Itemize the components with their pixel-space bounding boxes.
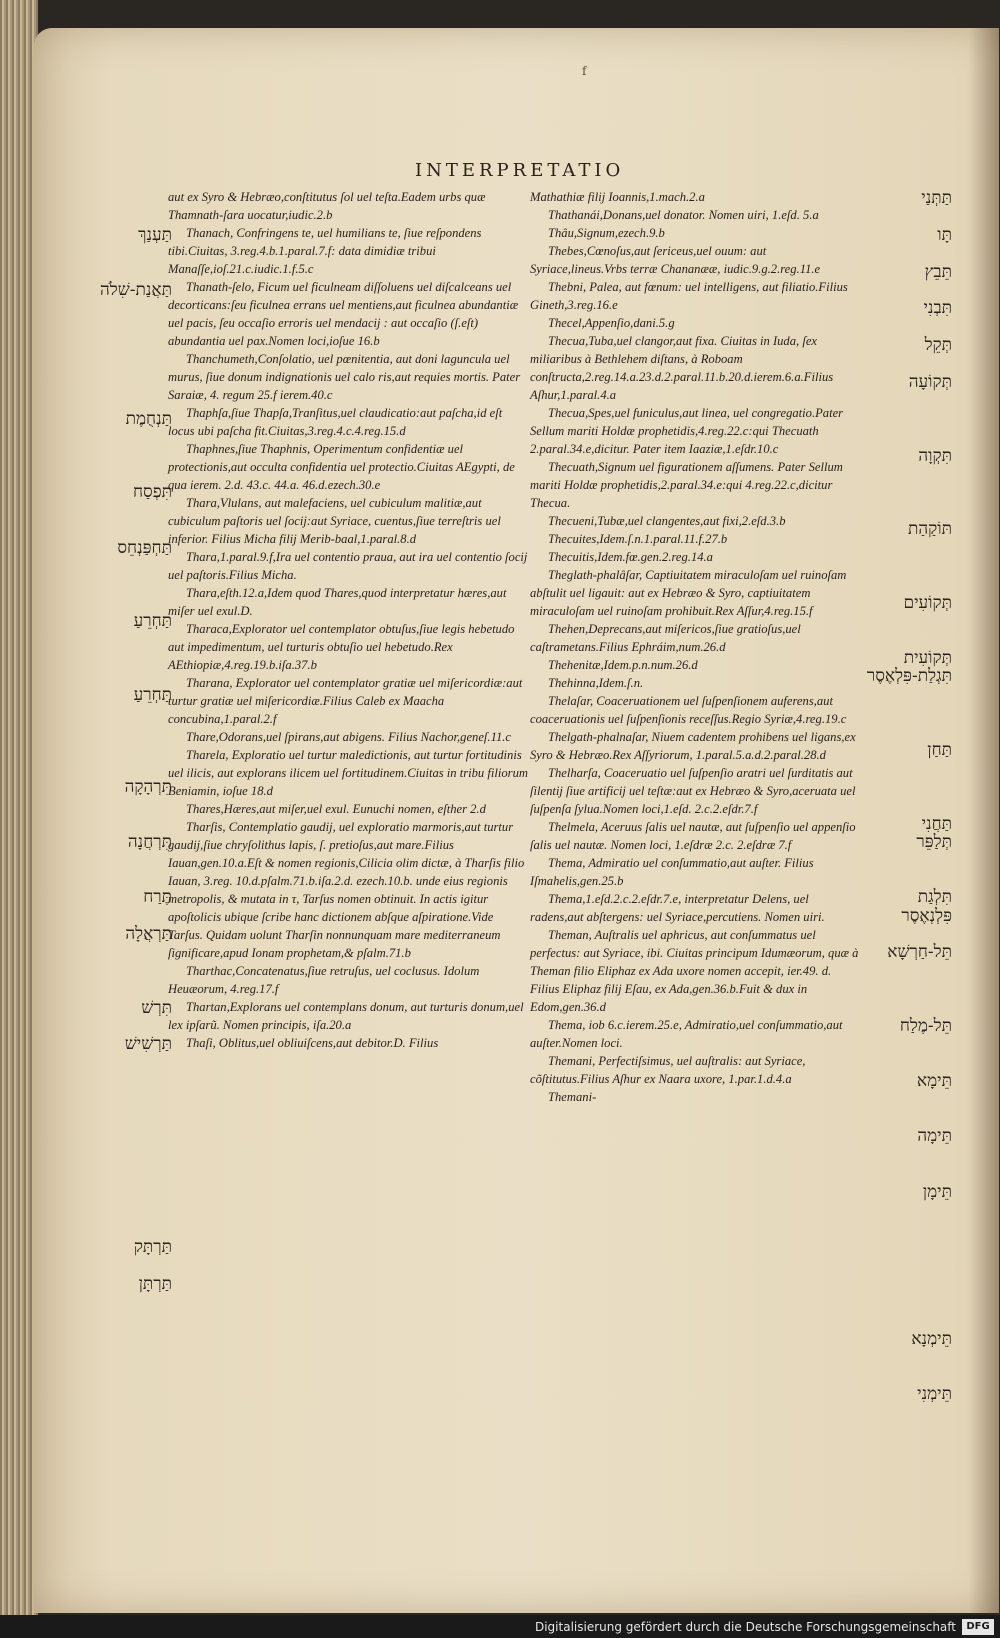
dictionary-entry: aut ex Syro & Hebræo,conſtitutus ſol uel teſta.Eadem urbs quæ Thamnath-ſara uocatur,iudic.2.b (168, 190, 486, 222)
hebrew-headword: תַּרְאֲלָה (125, 924, 172, 944)
hebrew-headword: תֵּל-מֶלַח (899, 1016, 952, 1036)
dictionary-entry: Thelharſa, Coaceruatio uel ſuſpenſio aratri uel ſurditatis aut ſilentij ſiue artificij uel teſtæ:aut ex Hebræo & Syro,aceruata uel ſuſpenſa ſylua.Nomen loci,1.eſd. 2.c.2.eſdr.7.f (530, 766, 856, 816)
dictionary-entry: Thecuitis,Idem.fœ.gen.2.reg.14.a (548, 550, 713, 564)
dictionary-entry: Theman, Auſtralis uel aphricus, aut conſummatus uel perfectus: aut Syriace, ibi. Ciuitas principum Idumæorum, quæ à Theman filio Eliphaz ex Ada uxore nomen accepit, ier.49. d. Filius Eliphaz filij Eſau, ex Ada,gen.36.b.Fuit & dux in Edom,gen.36.d (530, 928, 859, 1014)
dictionary-entry: Tharela, Exploratio uel turtur maledictionis, aut turtur fortitudinis uel ilicis, aut explorans ilicem uel fortitudinem.Ciuitas in tribu filiorum Beniamin, ioſue 18.d (168, 748, 528, 798)
dictionary-entry: Themani- (548, 1090, 597, 1104)
dictionary-entry: Mathathiæ filij Ioannis,1.mach.2.a (530, 190, 705, 204)
footer-bar (0, 1615, 1000, 1638)
hebrew-headword: תֵּימְנִי (917, 1384, 952, 1404)
hebrew-headword: תַּחְפַּנְחֵס (117, 537, 172, 558)
dictionary-entry: Thara,eſth.12.a,Idem quod Thares,quod interpretatur hæres,aut miſer uel exul.D. (168, 586, 507, 618)
dictionary-entry: Thara,1.paral.9.f,Ira uel contentio praua, aut ira uel contentio ſocij uel paſtoris.Filius Micha. (168, 550, 528, 582)
footer-text: Digitalisierung gefördert durch die Deutsche Forschungsgemeinschaft (534, 1620, 956, 1634)
dictionary-entry: Thecuites,Idem.ſ.n.1.paral.11.f.27.b (548, 532, 728, 546)
hebrew-headword: פִּלְנְאֶסֶר (901, 905, 952, 926)
dictionary-entry: Thema, Admiratio uel conſummatio,aut auſter. Filius Iſmahelis,gen.25.b (530, 856, 814, 888)
hebrew-headword: תְּלַפֵּר (916, 832, 952, 852)
hebrew-headword: תֵּבֵץ (924, 261, 952, 282)
dictionary-entry: Thecua,Spes,uel funiculus,aut linea, uel congregatio.Pater Sellum mariti Holdæ prophetidis,4.reg.22.c:qui Thecuath 2.paral.34.e,dicitur. Pater item Iaaziæ,1.eſdr.10.c (530, 406, 844, 456)
hebrew-headword: תֵּימָן (922, 1181, 952, 1202)
hebrew-headword: תְּקוֹעִים (903, 592, 952, 613)
hebrew-headword: תָּו (937, 224, 952, 245)
dictionary-entry: Thaphſa,ſiue Thapſa,Tranſitus,uel claudicatio:aut paſcha,id eſt locus ubi paſcha fit.Ciuitas,3.reg.4.c.4.reg.15.d (168, 406, 503, 438)
dictionary-entry: Thaphnes,ſiue Thaphnis, Operimentum confidentiæ uel protectionis,aut occulta confidentia uel protectio.Ciuitas AEgypti, de qua ierem. 2.d. 43.c. 44.a. 46.d.ezech.30.e (168, 442, 515, 492)
hebrew-headword: תֵּל-חַרְשָׁא (887, 942, 952, 963)
dictionary-entry: Thehinna,Idem.ſ.n. (548, 676, 644, 690)
hebrew-headword: תַּאֲנַת-שִׁלֹה (100, 280, 172, 300)
dictionary-entry: Thelmela, Aceruus ſalis uel nautæ, aut ſuſpenſio uel appenſio ſalis uel nautæ. Nomen loci, 1.eſdræ 2.c. 2.eſdræ 7.f (530, 820, 856, 852)
hebrew-headword: תִּרְחֲנָה (127, 832, 172, 852)
dictionary-entry: Thecuath,Signum uel figurationem aſſumens. Pater Sellum mariti Holdæ prophetidis,2.paral.34.e:qui 4.reg.22.c,dicitur Thecua. (530, 460, 843, 510)
dictionary-entry: Thares,Hæres,aut miſer,uel exul. Eunuchi nomen, eſther 2.d (186, 802, 486, 816)
hebrew-headword: תַּחְרֵעַ (133, 611, 172, 632)
hebrew-headword: תֵּימָא (916, 1071, 952, 1092)
dictionary-entry: Thanchumeth,Conſolatio, uel pœnitentia, aut doni laguncula uel murus, ſiue donum indignationis uel calo ris,aut requies mortis. Pater Saraiæ, 4. regum 25.f ierem.40.c (168, 352, 521, 402)
hebrew-headword: תִּרְהָקָה (124, 776, 172, 797)
hebrew-headword: תִּלְגַת (917, 887, 952, 908)
hebrew-headword: תֵּימְנָא (911, 1328, 952, 1349)
hebrew-headword: תִּבְנִי (923, 298, 952, 319)
dictionary-entry: Tharſis, Contemplatio gaudij, uel exploratio marmoris,aut turtur gaudij,ſiue chryſolithus lapis, ſ. pretioſus,aut mare.Filius Iauan,gen.10.a.Eſt & nomen regionis,Cilicia olim dictæ, à Tharſis filio Iauan, 3.reg. 10.d.pſalm.71.b.iſa.2.d. ezech.10.b. unde eius regionis metropolis, & mutata in τ, Tarſus nomen obtinuit. In actis igitur apoſtolicis ubique ſcribe hanc dictionem abſque aſpiratione.Vide Tarſus. Quidam uolunt Tharſin nonnunquam mare mediterraneum ſignificare,apud Ionam prophetam,& pſalm.71.b (168, 820, 525, 960)
dictionary-entry: Thebes,Cœnoſus,aut ſericeus,uel ouum: aut Syriace,lineus.Vrbs terræ Chananææ, iudic.9.g.2.reg.11.e (530, 244, 821, 276)
hebrew-headword: תִּרְשׁ (141, 997, 172, 1018)
hebrew-headword: תְּקֵל (924, 335, 952, 356)
running-head: INTERPRETATIO (415, 160, 625, 181)
dictionary-entry: Thâu,Signum,ezech.9.b (548, 226, 665, 240)
dictionary-entry: Thanath-ſelo, Ficum uel ficulneam diſſoluens uel diſcalceans uel decorticans:ſeu ficulnea errans uel mentiens,aut ficulnea abundantiæ uel pacis, ſeu occaſio erroris uel mendacij : aut occaſio (ſ.eſt) abundantia uel pax.Nomen loci,ioſue 16.b (168, 280, 519, 348)
dictionary-entry: Themani, Perfectiſsimus, uel auſtralis: aut Syriace, cõſtitutus.Filius Aſhur ex Naara uxore, 1.par.1.d.4.a (530, 1054, 806, 1086)
dictionary-entry: Thehen,Deprecans,aut miſericos,ſiue gratioſus,uel caſtrametans.Filius Ephráim,num.26.d (530, 622, 801, 654)
hebrew-headword: תּוֹקַהַת (908, 519, 952, 540)
left-column (168, 188, 528, 1052)
dictionary-entry: Thehenitæ,Idem.p.n.num.26.d (548, 658, 698, 672)
signature-mark: f (582, 64, 587, 78)
dictionary-entry: Thebni, Palea, aut fœnum: uel intelligens, aut filiatio.Filius Gineth,3.reg.16.e (530, 280, 848, 312)
dictionary-entry: Tharana, Explorator uel contemplator gratiæ uel miſericordiæ:aut turtur gratiæ uel miſericordiæ.Filius Caleb ex Maacha concubina,1.paral.2.f (168, 676, 523, 726)
dictionary-entry: Thema, iob 6.c.ierem.25.e, Admiratio,uel conſummatio,aut auſter.Nomen loci. (530, 1018, 843, 1050)
dictionary-entry: Thema,1.eſd.2.c.2.eſdr.7.e, interpretatur Delens, uel radens,aut abſtergens: uel Syriace,percutiens. Nomen uiri. (530, 892, 825, 924)
hebrew-headword: תִּגְלַת-פִּלְאֶסֶר (866, 666, 952, 687)
hebrew-headword: תַּרְתָּן (138, 1273, 172, 1294)
right-column (530, 188, 860, 1106)
hebrew-headword: תַּחַן (927, 740, 952, 760)
dictionary-entry: Tharaca,Explorator uel contemplator obtuſus,ſiue legis hebetudo aut impedimentum, uel turturis obtuſio uel hebetudo.Rex AEthiopiæ,4.reg.19.b.iſa.37.b (168, 622, 515, 672)
dictionary-entry: Thartan,Explorans uel contemplans donum, aut turturis donum,uel lex ipſarũ. Nomen principis, iſa.20.a (168, 1000, 524, 1032)
dictionary-entry: Thelaſar, Coaceruationem uel ſuſpenſionem auferens,aut coaceruationis uel ſuſpenſionis receſſus.Regio Syriæ,4.reg.19.c (530, 694, 847, 726)
page-edges (0, 0, 38, 1615)
hebrew-headword: תְּקוֹעִית (903, 648, 952, 668)
dictionary-entry: Thecua,Tuba,uel clangor,aut fixa. Ciuitas in Iuda, ſex miliaribus à Bethlehem diſtans, à Roboam conſtructa,2.reg.14.a.23.d.2.paral.11.b.20.d.ierem.6.a.Filius Aſhur,1.paral.4.a (530, 334, 834, 402)
hebrew-headword: תַּחֲנִי (921, 813, 952, 834)
hebrew-headword: תַּנְחֻמֶת (125, 408, 172, 429)
hebrew-headword: תִּפְסַח (132, 482, 172, 503)
hebrew-headword: תַּרְתָּק (133, 1236, 172, 1257)
dictionary-entry: Tharthac,Concatenatus,ſiue retruſus, uel coclusus. Idolum Heuæorum, 4.reg.17.f (168, 964, 480, 996)
hebrew-headword: תֵּימָה (917, 1126, 952, 1147)
hebrew-headword: תַּתְּנַי (921, 188, 952, 208)
hebrew-headword: תֶּרַח (143, 887, 172, 908)
dictionary-entry: Theglath-phalâſar, Captiuitatem miraculoſam uel ruinoſam abſtulit uel ligauit: aut ex Hebræo & Syro, captiuitatem miraculoſam uel ruinoſam prohibuit.Rex Aſſur,4.reg.15.f (530, 568, 847, 618)
dictionary-entry: Thelgath-phalnaſar, Niuem cadentem prohibens uel ligans,ex Syro & Hebræo.Rex Aſſyriorum, 1.paral.5.a.d.2.paral.28.d (530, 730, 856, 762)
dictionary-entry: Thaſi, Oblitus,uel obliuiſcens,aut debitor.D. Filius (186, 1036, 439, 1050)
dictionary-entry: Thare,Odorans,uel ſpirans,aut abigens. Filius Nachor,geneſ.11.c (186, 730, 511, 744)
dictionary-entry: Thathanái,Donans,uel donator. Nomen uiri, 1.eſd. 5.a (548, 208, 819, 222)
gutter-shadow (969, 28, 999, 1613)
hebrew-headword: תַּרְשִׁישׁ (124, 1034, 172, 1055)
hebrew-headword: תְּקוֹעָה (908, 372, 952, 392)
hebrew-headword: תַּעְנַךְ (138, 224, 172, 245)
dictionary-entry: Thecueni,Tubæ,uel clangentes,aut fixi,2.eſd.3.b (548, 514, 786, 528)
dfg-logo: DFG (962, 1619, 994, 1635)
dictionary-entry: Thecel,Appenſio,dani.5.g (548, 316, 675, 330)
dictionary-entry: Thanach, Confringens te, uel humilians te, ſiue reſpondens tibi.Ciuitas, 3.reg.4.b.1.paral.7.f: data dimidiæ tribui Manaſſe,ioſ.21.c.iudic.1.f.5.c (168, 226, 482, 276)
hebrew-headword: תַּחְרֵעַ (133, 684, 172, 705)
hebrew-headword: תִּקְוָה (918, 445, 952, 466)
dictionary-entry: Thara,Vlulans, aut malefaciens, uel cubiculum malitiæ,aut cubiculum paſtoris uel ſocij:aut Syriace, cuentus,ſiue terreſtris uel inferior. Filius Micha filij Merib-baal,1.paral.8.d (168, 496, 501, 546)
